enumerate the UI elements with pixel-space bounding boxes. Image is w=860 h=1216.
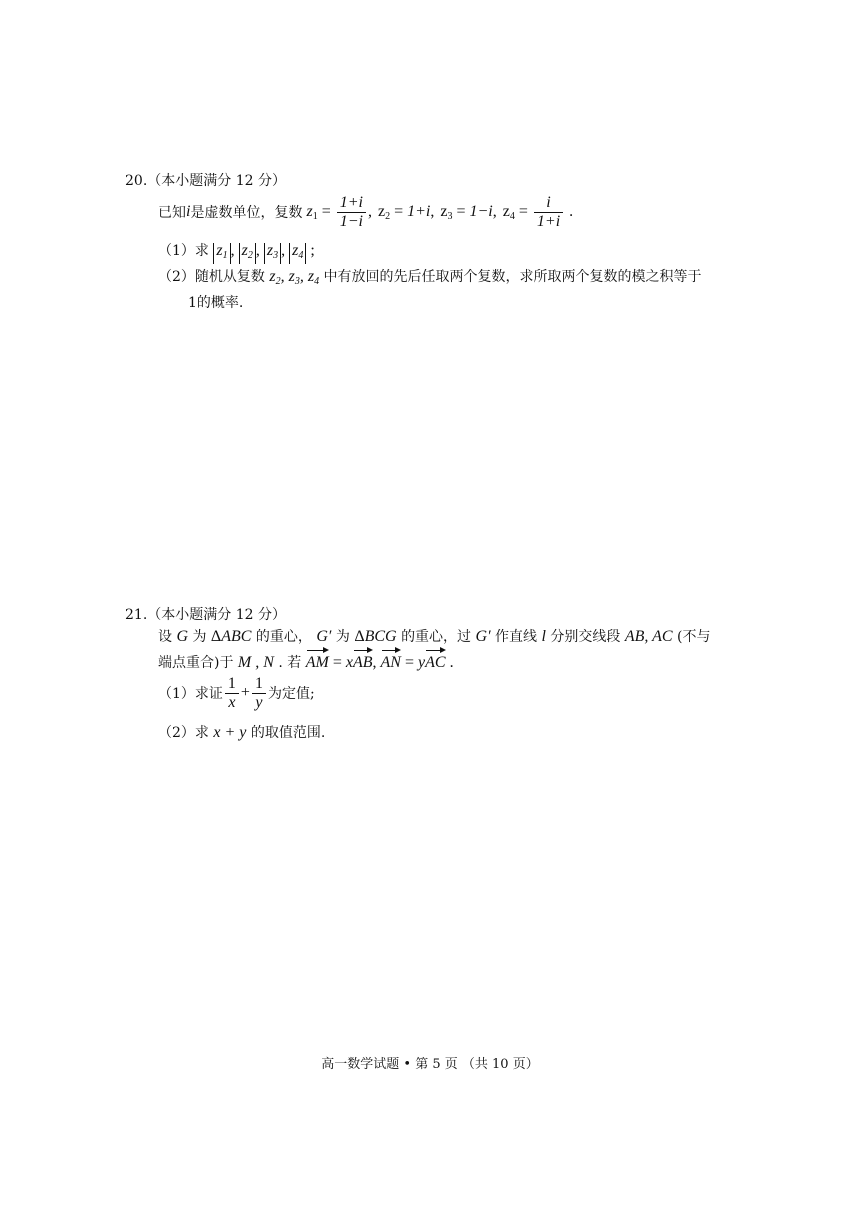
vector-relations: AM = xAB, AN = yAC . <box>306 654 454 671</box>
z4-denominator: 1+i <box>536 212 561 230</box>
q20-part2-prefix: （2）随机从复数 <box>158 269 265 285</box>
q20-part1 <box>158 240 315 264</box>
q20-part2-line2: 1的概率. <box>188 295 244 311</box>
q21-text-l2b: . 若 <box>278 655 302 671</box>
q20-intro-a: 已知 <box>158 205 186 221</box>
q21-text-c: 的重心， <box>255 629 312 645</box>
imag-unit: i <box>186 203 191 220</box>
q21-text-h: (不与 <box>677 629 711 645</box>
q20-intro-b: 是虚数单位，复数 <box>190 205 303 221</box>
q21-line2 <box>158 648 454 672</box>
q20-part2-text: 中有放回的先后任取两个复数，求所取两个复数的模之积等于 <box>323 269 702 285</box>
z4-fraction <box>534 194 563 231</box>
page-footer: 高一数学试题 • 第 5 页 （共 10 页） <box>321 1057 539 1072</box>
q21-text-f: 作直线 <box>495 629 538 645</box>
z-set: $z_2$, $z_3$, $z_4$ <box>269 268 320 287</box>
q21-part2-suffix: 的取值范围. <box>250 725 326 741</box>
q21-part2-prefix: （2）求 <box>158 725 209 741</box>
point-G-prime: G′ <box>316 628 332 645</box>
z2-definition: $z_2 = 1+i$, <box>377 202 435 222</box>
q20-intro <box>158 190 573 234</box>
q20-part1-prefix: （1）求 <box>158 243 209 259</box>
q21-text-g: 分别交线段 <box>550 629 621 645</box>
modulus-list: $z_1$ , $z_2$ , $z_3$ , $z_4$ ; <box>213 242 314 259</box>
q21-part1 <box>158 672 315 714</box>
point-G-prime-2: G′ <box>475 628 491 645</box>
z1-denominator: 1−i <box>339 212 363 230</box>
line-l: l <box>541 628 546 645</box>
reciprocal-sum: $\frac{1}{x}$ + $\frac{1}{y}$ <box>223 675 268 712</box>
q21-text-a: 设 <box>158 629 172 645</box>
triangle-ABC: ΔABC <box>210 628 252 645</box>
z1-fraction <box>337 194 366 231</box>
z1-numerator: 1+i <box>337 194 366 213</box>
q21-line1 <box>158 626 710 646</box>
q20-part2-line1 <box>158 266 702 287</box>
q21-part1-suffix: 为定值; <box>267 686 315 702</box>
z3-definition: $z_3 = 1-i$, <box>440 202 497 222</box>
q21-part1-prefix: （1）求证 <box>158 686 223 702</box>
z4-definition: $z_4$ = $\frac{i}{1+i}$ . <box>502 193 574 230</box>
segments-AB-AC: AB, AC <box>624 628 673 645</box>
z4-numerator: i <box>534 194 563 213</box>
q21-text-d: 为 <box>335 629 350 645</box>
q21-text-l2a: 端点重合)于 <box>158 655 234 671</box>
q21-part2 <box>158 722 325 742</box>
triangle-BCG: ΔBCG <box>354 628 397 645</box>
z1-definition: $z_1$ = $\frac{1+i}{1-i}$ , <box>306 193 372 230</box>
point-G: G <box>176 628 189 645</box>
z2-expression: 1+i <box>407 202 431 220</box>
q21-text-b: 为 <box>192 629 207 645</box>
sum-x-y: x + y <box>213 724 247 741</box>
q20-header: 20.（本小题满分 12 分） <box>125 173 286 189</box>
points-MN: M , N <box>237 654 274 671</box>
q21-header: 21.（本小题满分 12 分） <box>125 607 286 623</box>
z3-expression: 1−i <box>469 202 493 220</box>
q21-text-e: 的重心，过 <box>401 629 472 645</box>
